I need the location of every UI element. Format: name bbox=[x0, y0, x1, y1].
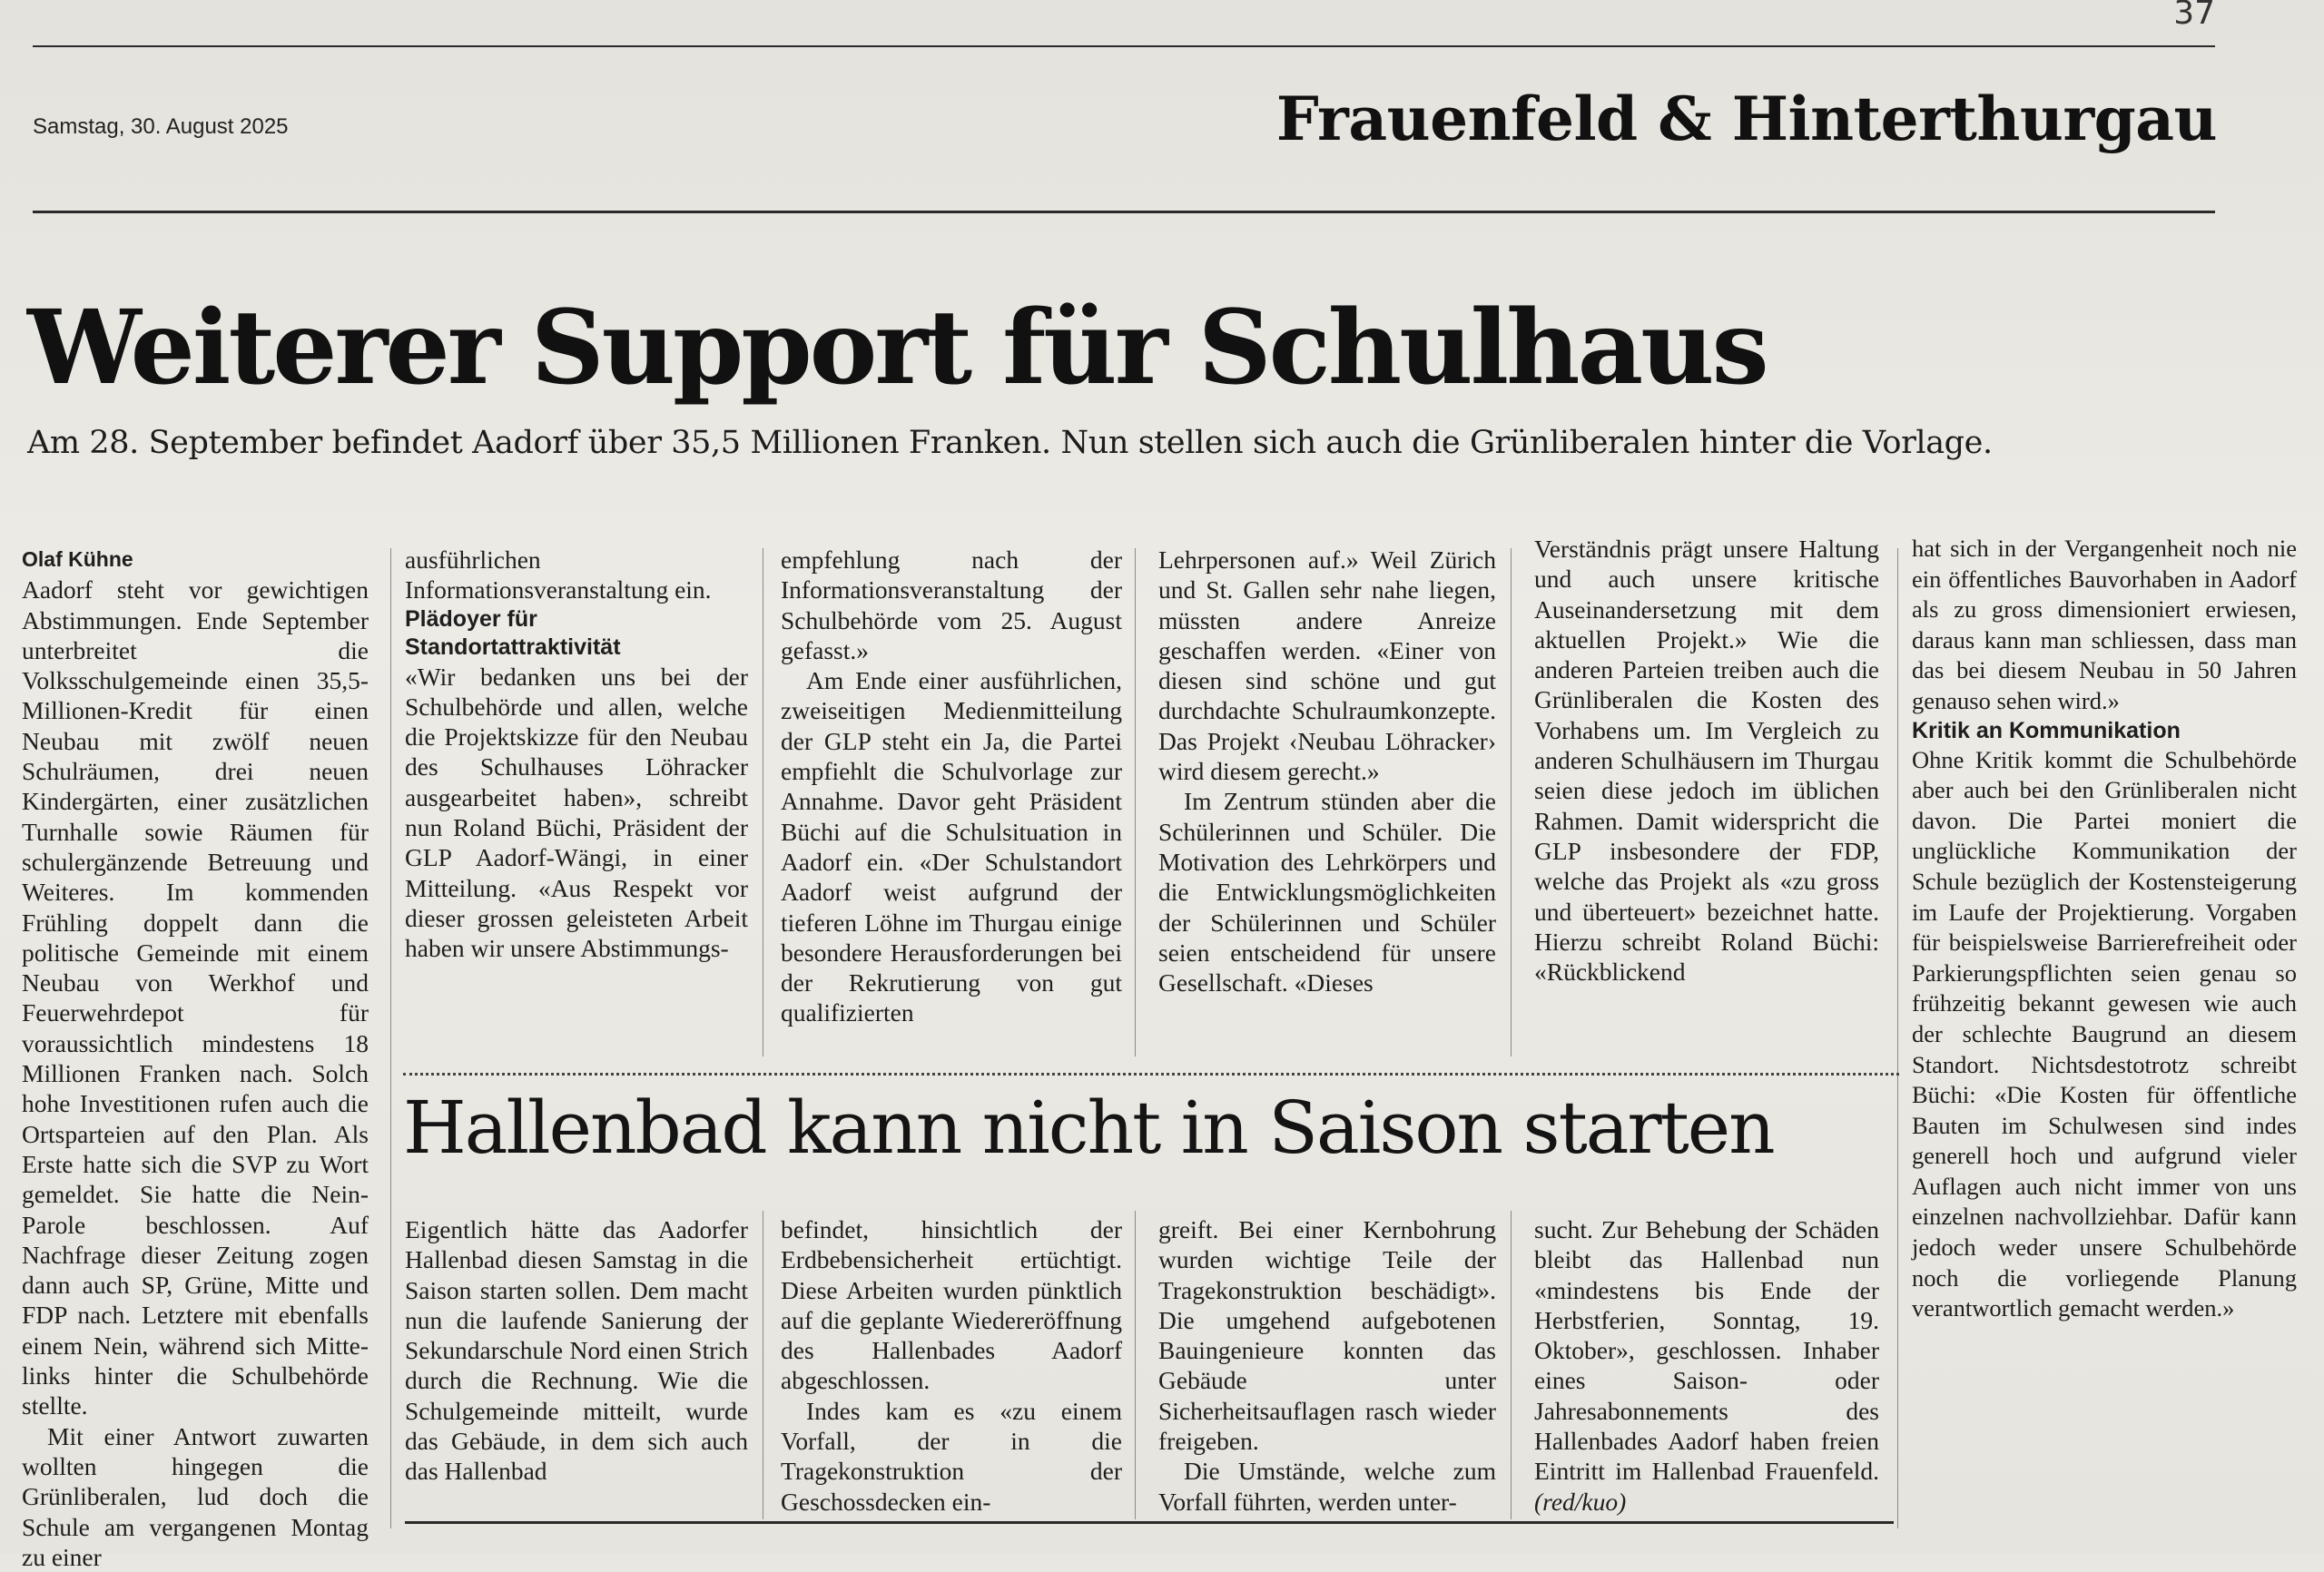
paragraph: ausführlichen Informationsveranstaltung ein. bbox=[405, 545, 712, 604]
paragraph: greift. Bei einer Kernbohrung wurden wichtige Teile der Tragekonstruktion beschädigt». Die umgehend aufgebotenen Bauingenieure konnten das Gebäude unter Sicherheitsauflagen rasch wieder freigeben. bbox=[1158, 1215, 1496, 1456]
paragraph: Im Zentrum stünden aber die Schülerinnen und Schüler. Die Motivation des Lehrkörpers und die Entwicklungsmöglichkeiten der Schülerinnen und Schüler seien entscheidend für unsere Gesellschaft. «Dieses bbox=[1158, 787, 1496, 997]
page-number: 37 bbox=[2173, 0, 2215, 32]
paragraph: Ohne Kritik kommt die Schulbehörde aber auch bei den Grünliberalen nicht davon. Die Partei moniert die unglückliche Kommunikation der Schule bezüglich der Kostensteigerung im Laufe der Projektierung. Vorgaben für beispielsweise Barrierefreiheit oder Parkierungspflichten seien genau so frühzeitig bekannt gewesen wie auch der schlechte Baugrund an diesem Standort. Nichtsdestotrotz schreibt Büchi: «Die Kosten für öffentliche Bauten im Schulwesen sind indes generell hoch und aufgrund vieler Auflagen auch nicht immer von uns einzelnen nachvollziehbar. Dafür kann jedoch weder unsere Schulbehörde noch die vorliegende Planung verantwortlich gemacht werden.» bbox=[1912, 745, 2297, 1322]
paragraph: Mit einer Antwort zuwarten wollten hingegen die Grünliberalen, lud doch die Schule am vergangenen Montag zu einer bbox=[22, 1421, 369, 1571]
paragraph: befindet, hinsichtlich der Erdbebensicherheit ertüchtigt. Diese Arbeiten wurden pünktlich auf die geplante Wiedereröffnung des Hallenbades Aadorf abgeschlossen. bbox=[781, 1215, 1122, 1395]
article-lead: Am 28. September befindet Aadorf über 35,5 Millionen Franken. Nun stellen sich auch die Grünliberalen hinter die Vorlage. bbox=[27, 425, 1993, 461]
column-separator bbox=[1511, 548, 1512, 1056]
article-column-2 bbox=[405, 545, 748, 964]
paragraph: Aadorf steht vor gewichtigen Abstimmungen. Ende September unterbreitet die Volksschulgemeinde einen 35,5-Millionen-Kredit für einen Neubau mit zwölf neuen Schulräumen, drei neuen Kindergärten, einer zusätzlichen Turnhalle sowie Räumen für schulergänzende Betreuung und Weiteres. Im kommenden Frühling doppelt dann die politische Gemeinde mit einem Neubau von Werkhof und Feuerwehrdepot für voraussichtlich mindestens 18 Millionen Franken nach. Solch hohe Investitionen rufen auch die Ortsparteien auf den Plan. Als Erste hatte sich die SVP zu Wort gemeldet. Sie hatte die Nein-Parole beschlossen. Auf Nachfrage dieser Zeitung zogen dann auch SP, Grüne, Mitte und FDP nach. Letztere mit ebenfalls einem Nein, während sich Mitte-links hinter die Schulbehörde stellte. bbox=[22, 575, 369, 1420]
column-separator bbox=[1135, 1211, 1136, 1519]
paragraph: Lehrpersonen auf.» Weil Zürich und St. Gallen sehr nahe liegen, müssten andere Anreize geschaffen werden. «Einer von diesen sind schöne und gut durchdachte Schulraumkonzepte. Das Projekt ‹Neubau Löhracker› wird diesem gerecht.» bbox=[1158, 545, 1496, 786]
paragraph: Die Umstände, welche zum Vorfall führten, werden unter- bbox=[1158, 1457, 1496, 1516]
article-column-1 bbox=[22, 545, 369, 1572]
paragraph: Am Ende einer ausführlichen, zweiseitigen Medienmitteilung der GLP steht ein Ja, die Partei empfiehlt die Schulvorlage zur Annahme. Davor geht Präsident Büchi auf die Schulsituation in Aadorf ein. «Der Schulstandort Aadorf weist aufgrund der tieferen Löhne im Thurgau einige besondere Herausforderungen bei der Rekrutierung von gut qualifizierten bbox=[781, 666, 1122, 1027]
header-rule bbox=[33, 211, 2215, 213]
article2-column-4 bbox=[1534, 1214, 1879, 1517]
paragraph: Eigentlich hätte das Aadorfer Hallenbad diesen Samstag in die Saison starten sollen. Dem macht nun die laufende Sanierung der Sekundarschule Nord einen Strich durch die Rechnung. Wie die Schulgemeinde mitteilt, wurde das Gebäude, in dem sich auch das Hallenbad bbox=[405, 1215, 748, 1486]
article-column-3 bbox=[781, 545, 1122, 1028]
article-divider bbox=[403, 1073, 1899, 1076]
article2-column-3 bbox=[1158, 1214, 1496, 1517]
column-separator bbox=[1897, 548, 1898, 1528]
article2-column-2 bbox=[781, 1214, 1122, 1517]
subheading: Plädoyer für Standortattraktivität bbox=[405, 605, 621, 660]
paragraph-text: sucht. Zur Behebung der Schäden bleibt das Hallenbad nun «mindestens bis Ende der Herbstferien, Sonntag, 19. Oktober», geschlossen. Inhaber eines Saison- oder Jahresabonnements des Hallenbades Aadorf haben freien Eintritt im Hallenbad Frauenfeld. bbox=[1534, 1215, 1879, 1486]
article-headline: Weiterer Support für Schulhaus bbox=[27, 289, 1767, 408]
author-credit: (red/kuo) bbox=[1534, 1487, 1627, 1516]
dateline: Samstag, 30. August 2025 bbox=[33, 114, 289, 139]
column-separator bbox=[390, 548, 391, 1528]
paragraph bbox=[1534, 1214, 1879, 1517]
article2-headline: Hallenbad kann nicht in Saison starten bbox=[403, 1086, 1774, 1170]
paragraph: empfehlung nach der Informationsveranstaltung der Schulbehörde vom 25. August gefasst.» bbox=[781, 545, 1122, 664]
paragraph: Verständnis prägt unsere Haltung und auch unsere kritische Auseinandersetzung mit dem aktuellen Projekt.» Wie die anderen Parteien treiben auch die Grünliberalen die Kosten des Vorhabens um. Im Vergleich zu anderen Schulhäusern im Thurgau seien diese jedoch im üblichen Rahmen. Damit widerspricht die GLP insbesondere der FDP, welche das Projekt als «zu gross und überteuert» bezeichnet hatte. Hierzu schreibt Roland Büchi: «Rückblickend bbox=[1534, 535, 1879, 987]
paragraph: hat sich in der Vergangenheit noch nie ein öffentliches Bauvorhaben in Aadorf als zu gross dimensioniert erwiesen, daraus kann man schliessen, dass man das bei diesem Neubau in 50 Jahren genauso sehen wird.» bbox=[1912, 535, 2297, 714]
paragraph: «Wir bedanken uns bei der Schulbehörde und allen, welche die Projektskizze für den Neubau des Schulhauses Löhracker ausgearbeitet haben», schreibt nun Roland Büchi, Präsident der GLP Aadorf-Wängi, in einer Mitteilung. «Aus Respekt vor dieser grossen geleisteten Arbeit haben wir unsere Abstimmungs- bbox=[405, 662, 748, 963]
section-title: Frauenfeld & Hinterthurgau bbox=[1275, 84, 2217, 154]
column-separator bbox=[1135, 548, 1136, 1056]
article-column-6 bbox=[1912, 534, 2297, 1324]
article2-column-1 bbox=[405, 1214, 748, 1487]
paragraph: Indes kam es «zu einem Vorfall, der in die Tragekonstruktion der Geschossdecken ein- bbox=[781, 1396, 1122, 1516]
top-rule bbox=[33, 45, 2215, 47]
subheading: Kritik an Kommunikation bbox=[1912, 717, 2181, 743]
article-column-5 bbox=[1534, 534, 1879, 987]
column-separator bbox=[1511, 1211, 1512, 1519]
article-column-4 bbox=[1158, 545, 1496, 997]
author-byline: Olaf Kühne bbox=[22, 547, 133, 571]
bottom-rule bbox=[405, 1521, 1894, 1524]
